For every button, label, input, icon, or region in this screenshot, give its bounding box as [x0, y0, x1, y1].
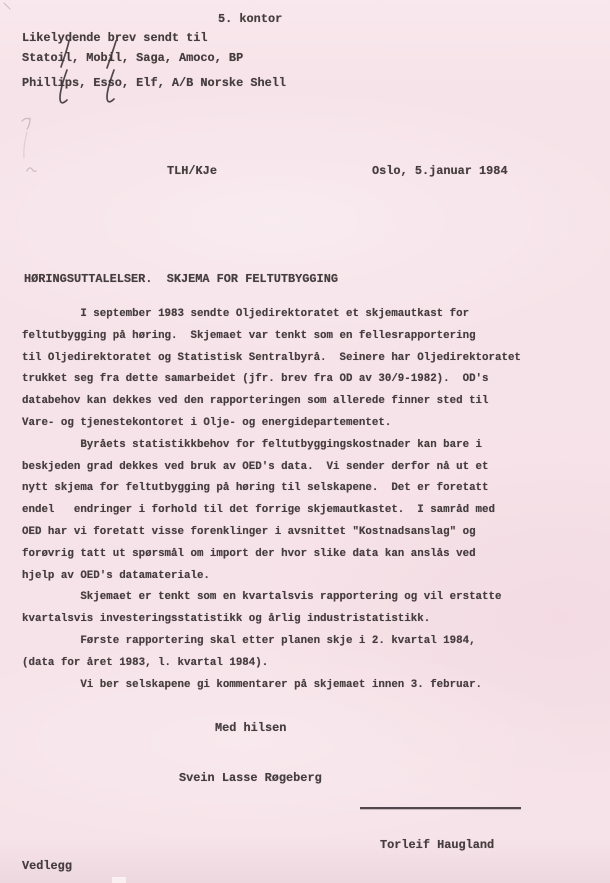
body-line: Vare- og tjenestekontoret i Olje- og energidepartementet. — [22, 416, 392, 429]
body-line: (data for året 1983, l. kvartal 1984). — [22, 656, 269, 669]
distribution-line-1: Statoil, Mobil, Saga, Amoco, BP — [22, 51, 244, 65]
body-line: Byråets statistikkbehov for feltutbyggingskostnader kan bare i — [22, 438, 483, 451]
body-line: I september 1983 sendte Oljedirektoratet et skjemautkast for — [22, 308, 470, 320]
body-line: hjelp av OED's datamateriale. — [22, 569, 210, 582]
closing-salutation: Med hilsen — [215, 721, 287, 735]
body-line: databehov kan dekkes ved den rapporteringen som allerede finner sted til — [22, 395, 489, 408]
corner-scan-artifact-icon — [4, 3, 10, 9]
body-line: Vi ber selskapene gi kommentarer på skjemaet innen 3. februar. — [22, 678, 483, 691]
body-line: nytt skjema for feltutbygging på høring til selskapene. Det er foretatt — [22, 482, 489, 495]
body-line: Første rapportering skal etter planen skje i 2. kvartal 1984, — [22, 634, 476, 647]
cosigner-typed-name: Torleif Haugland — [380, 838, 495, 852]
body-line: forøvrig tatt ut spørsmål om import der hvor slike data kan anslås ved — [22, 547, 476, 560]
body-line: til Oljedirektoratet og Statistisk Sentralbyrå. Seinere har Oljedirektoratet — [22, 351, 521, 364]
body-line: beskjeden grad dekkes ved bruk av OED's data. Vi sender derfor nå ut et — [22, 460, 489, 473]
dateline: Oslo, 5.januar 1984 — [372, 164, 508, 178]
pencil-scribble-icon — [22, 118, 30, 129]
office-line: 5. kontor — [218, 12, 283, 26]
reference-initials: TLH/KJe — [167, 164, 217, 178]
body-line: feltutbygging på høring. Skjemaet var tenkt som en fellesrapportering — [22, 329, 476, 342]
body-line: kvartalsvis investeringsstatistikk og årlig industristatistikk. — [22, 613, 431, 626]
body-line: OED har vi foretatt visse forenklinger i avsnittet "Kostnadsanslag" og — [22, 525, 476, 538]
subject-line: HØRINGSUTTALELSER. SKJEMA FOR FELTUTBYGGING — [24, 272, 338, 286]
typed-signature-line — [360, 804, 521, 809]
body-line: trukket seg fra dette samarbeidet (jfr. brev fra OD av 30/9-1982). OD's — [22, 373, 489, 386]
distribution-heading: Likelydende brev sendt til — [22, 31, 208, 45]
body-line: Skjemaet er tenkt som en kvartalsvis rapportering og vil erstatte — [22, 591, 502, 604]
distribution-line-2: Phillips, Esso, Elf, A/B Norske Shell — [22, 76, 287, 90]
signer-typed-name: Svein Lasse Røgeberg — [179, 771, 322, 785]
enclosure-note: Vedlegg — [22, 859, 72, 873]
pencil-mark-icon — [27, 168, 36, 171]
letter-body — [22, 304, 594, 696]
pencil-smudge-icon — [24, 132, 27, 158]
scan-edge-artifact — [112, 877, 126, 883]
body-line: endel endringer i forhold til det forrige skjemautkastet. I samråd med — [22, 504, 495, 517]
